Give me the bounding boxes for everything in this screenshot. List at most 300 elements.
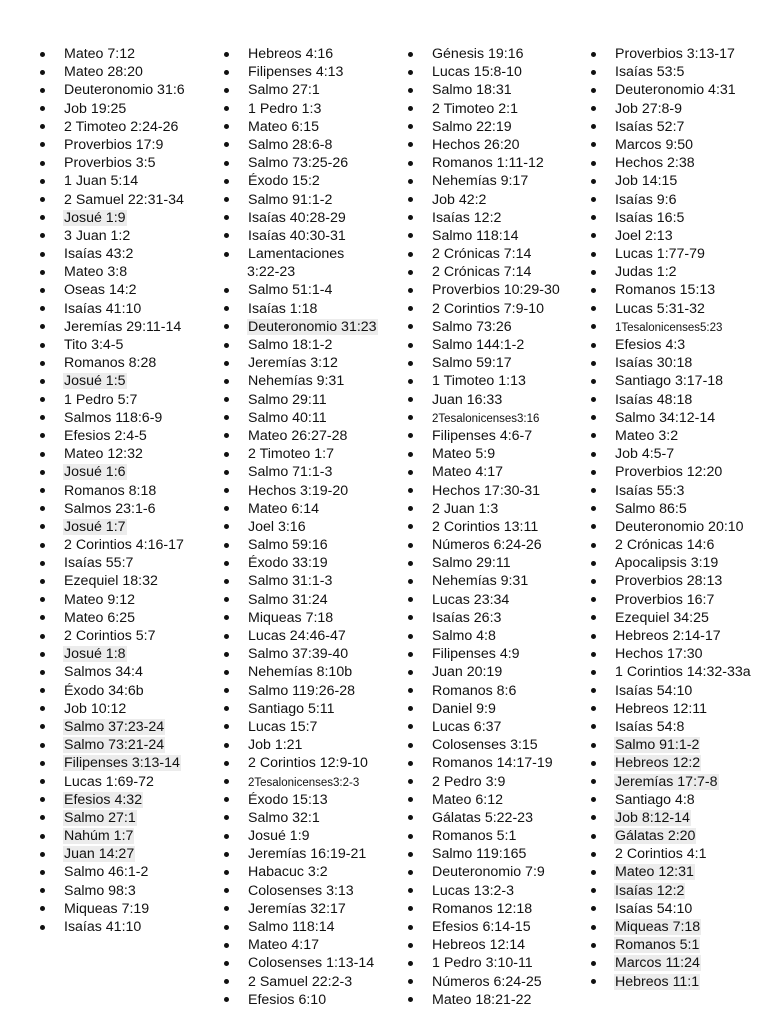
verse-reference-item [406, 791, 561, 809]
verse-reference-item [222, 718, 378, 736]
verse-reference-item [222, 845, 378, 863]
verse-reference-item [38, 609, 186, 627]
verse-reference-item [406, 754, 561, 772]
verse-reference-item [406, 154, 561, 172]
verse-reference-item [38, 554, 186, 572]
verse-reference-text: Filipenses 3:13-14 [64, 755, 180, 772]
verse-reference-item [38, 591, 186, 609]
verse-reference-text: Filipenses 4:13 [248, 64, 344, 81]
verse-reference-text: Juan 14:27 [64, 846, 135, 863]
verse-reference-text: Isaías 30:18 [615, 355, 693, 372]
verse-reference-item [406, 354, 561, 372]
verse-reference-item [406, 700, 561, 718]
verse-reference-item [589, 482, 752, 500]
verse-reference-text: Salmo 46:1-2 [64, 864, 149, 881]
verse-reference-text: Salmo 86:5 [615, 500, 687, 517]
verse-reference-text: Proverbios 28:13 [615, 573, 723, 590]
verse-reference-item [38, 245, 186, 263]
verse-reference-text: 2 Corintios 12:9-10 [248, 755, 368, 772]
verse-reference-text: 3 Juan 1:2 [64, 227, 131, 244]
verse-reference-item [406, 936, 561, 954]
verse-reference-item [406, 445, 561, 463]
verse-reference-item [589, 572, 752, 590]
verse-reference-text: Lucas 6:37 [432, 718, 502, 735]
verse-reference-text: Nahúm 1:7 [64, 828, 134, 845]
verse-reference-item [222, 773, 378, 791]
verse-reference-text: Salmo 29:11 [432, 555, 511, 572]
verse-reference-text: Mateo 12:32 [64, 446, 143, 463]
verse-reference-item [589, 281, 752, 299]
verse-reference-item [406, 718, 561, 736]
verse-reference-item [589, 463, 752, 481]
verse-reference-item [222, 991, 378, 1009]
verse-reference-text: Romanos 8:6 [432, 682, 517, 699]
verse-reference-text: Salmo 144:1-2 [432, 337, 525, 353]
verse-reference-text: Nehemías 9:31 [432, 573, 529, 590]
verse-reference-text: Isaías 40:28-29 [248, 209, 346, 226]
verse-reference-text: Efesios 6:14-15 [432, 919, 531, 935]
verse-reference-item [38, 754, 186, 772]
verse-reference-text: Job 42:2 [432, 191, 487, 208]
verse-reference-text: Daniel 9:9 [432, 700, 496, 717]
verse-reference-item [38, 300, 186, 318]
verse-reference-item [222, 172, 378, 190]
verse-reference-text: Salmos 34:4 [64, 664, 143, 681]
verse-reference-item [222, 609, 378, 627]
verse-reference-item [406, 227, 561, 245]
verse-reference-text: Mateo 3:8 [64, 264, 128, 281]
verse-reference-item [222, 336, 378, 354]
verse-reference-item [589, 700, 752, 718]
verse-reference-text: Salmo 59:17 [432, 355, 512, 372]
verse-reference-text: Números 6:24-25 [432, 973, 542, 990]
verse-reference-item [222, 500, 378, 518]
verse-reference-text: 2 Crónicas 14:6 [615, 537, 715, 554]
verse-reference-item [589, 409, 752, 427]
verse-reference-text: Isaías 54:10 [615, 900, 693, 917]
verse-reference-item [38, 518, 186, 536]
verse-reference-text: Mateo 4:17 [248, 937, 319, 954]
verse-reference-item [38, 227, 186, 245]
verse-reference-text: Salmo 29:11 [248, 391, 327, 408]
verse-reference-text: Hechos 17:30 [615, 646, 703, 663]
verse-reference-text: Mateo 6:12 [432, 791, 503, 808]
verse-reference-item [222, 663, 378, 681]
verse-reference-item [589, 118, 752, 136]
verse-reference-text: Romanos 8:18 [64, 482, 157, 499]
verse-reference-item [589, 827, 752, 845]
verse-reference-text: Josué 1:5 [64, 373, 126, 390]
verse-reference-text: Hebreos 4:16 [248, 46, 334, 62]
verse-reference-text: Romanos 14:17-19 [432, 755, 553, 772]
verse-reference-text: 2 Corintios 13:11 [432, 518, 539, 535]
verse-reference-item [38, 463, 186, 481]
verse-reference-text: Hebreos 2:14-17 [615, 628, 721, 644]
verse-reference-text: Salmo 119:26-28 [248, 682, 356, 699]
verse-reference-item [589, 427, 752, 445]
verse-reference-text: 2 Crónicas 7:14 [432, 246, 532, 263]
verse-reference-item [38, 863, 186, 881]
verse-reference-text: Isaías 9:6 [615, 191, 677, 208]
verse-reference-text: Salmo 27:1 [64, 809, 136, 826]
verse-reference-text: Lucas 13:2-3 [432, 882, 515, 899]
verse-reference-text: Salmo 71:1-3 [248, 464, 333, 481]
verse-reference-item [222, 863, 378, 881]
verse-reference-text: Isaías 16:5 [615, 209, 685, 226]
verse-reference-text: Juan 20:19 [432, 664, 503, 681]
verse-reference-item [222, 954, 378, 972]
verse-reference-text: Isaías 54:10 [615, 682, 693, 699]
verse-reference-item [38, 281, 186, 299]
verse-reference-item [222, 572, 378, 590]
verse-reference-item [589, 154, 752, 172]
verse-reference-text: Romanos 15:13 [615, 282, 716, 299]
verse-reference-item [222, 45, 378, 63]
verse-reference-item [406, 318, 561, 336]
verse-reference-item [222, 227, 378, 245]
verse-reference-item [406, 209, 561, 227]
verse-reference-text: Isaías 55:3 [615, 482, 685, 499]
verse-reference-item [222, 518, 378, 536]
verse-reference-item [406, 536, 561, 554]
verse-reference-text: Romanos 8:28 [64, 355, 157, 372]
verse-reference-text: Lucas 5:31-32 [615, 300, 705, 317]
verse-reference-item [222, 245, 367, 281]
verse-reference-item [38, 809, 186, 827]
verse-reference-item [589, 518, 752, 536]
verse-reference-item [589, 773, 752, 791]
verse-reference-text: 1 Corintios 14:32-33a [615, 664, 751, 681]
verse-reference-text: Habacuc 3:2 [248, 864, 328, 881]
verse-reference-item [406, 427, 561, 445]
verse-reference-item [406, 100, 561, 118]
verse-reference-item [38, 263, 186, 281]
verse-reference-text: Juan 16:33 [432, 391, 503, 408]
verse-reference-item [589, 209, 752, 227]
verse-reference-item [222, 463, 378, 481]
verse-reference-text: Lucas 24:46-47 [248, 628, 346, 645]
verse-list-column-2 [222, 45, 378, 1009]
verse-reference-item [222, 445, 378, 463]
verse-reference-item [406, 136, 561, 154]
verse-reference-text: Miqueas 7:19 [64, 900, 150, 917]
verse-reference-item [222, 736, 378, 754]
verse-reference-text: Mateo 9:12 [64, 591, 135, 608]
verse-reference-text: 2Tesalonicenses3:16 [432, 412, 540, 425]
verse-reference-item [406, 973, 561, 991]
verse-reference-item [38, 154, 186, 172]
verse-reference-item [589, 736, 752, 754]
verse-reference-text: Efesios 6:10 [248, 991, 327, 1008]
verse-reference-item [406, 809, 561, 827]
verse-reference-item [222, 191, 378, 209]
verse-reference-item [222, 882, 378, 900]
verse-reference-item [222, 809, 378, 827]
verse-reference-text: 2 Corintios 4:16-17 [64, 537, 184, 554]
verse-reference-item [406, 245, 561, 263]
verse-reference-item [589, 536, 752, 554]
verse-reference-item [589, 391, 752, 409]
verse-reference-item [589, 791, 752, 809]
verse-reference-text: Mateo 4:17 [432, 464, 503, 481]
verse-reference-item [589, 554, 752, 572]
verse-reference-text: Job 8:12-14 [615, 809, 690, 826]
verse-reference-item [38, 136, 186, 154]
verse-reference-item [38, 45, 186, 63]
verse-reference-item [38, 572, 186, 590]
verse-reference-item [406, 518, 561, 536]
verse-reference-text: Hebreos 12:2 [615, 755, 701, 772]
verse-reference-item [38, 445, 186, 463]
verse-reference-text: Salmo 18:31 [432, 82, 512, 99]
verse-reference-item [406, 391, 561, 409]
verse-list-column-3 [406, 45, 561, 1009]
verse-reference-text: Lucas 15:7 [248, 718, 318, 735]
verse-reference-item [222, 81, 378, 99]
verse-reference-text: Salmo 37:39-40 [248, 646, 349, 663]
verse-reference-item [589, 191, 752, 209]
verse-reference-item [38, 81, 186, 99]
verse-reference-text: Ezequiel 18:32 [64, 573, 158, 590]
verse-reference-item [222, 682, 378, 700]
verse-reference-text: Salmo 119:165 [432, 846, 527, 863]
verse-reference-text: 2 Corintios 4:1 [615, 846, 707, 863]
verse-reference-item [38, 845, 186, 863]
verse-reference-text: Salmo 31:1-3 [248, 573, 333, 590]
verse-reference-item [589, 954, 752, 972]
verse-reference-item [589, 900, 752, 918]
verse-reference-item [222, 100, 378, 118]
verse-reference-item [589, 645, 752, 663]
verse-reference-item [406, 191, 561, 209]
verse-reference-text: Judas 1:2 [615, 264, 677, 281]
verse-reference-text: Nehemías 9:17 [432, 173, 529, 190]
verse-reference-text: Isaías 41:10 [64, 919, 142, 935]
verse-reference-text: Proverbios 12:20 [615, 464, 723, 481]
verse-reference-item [589, 500, 752, 518]
verse-reference-item [406, 45, 561, 63]
verse-reference-item [222, 281, 378, 299]
verse-reference-item [38, 172, 186, 190]
verse-reference-item [589, 318, 752, 336]
verse-reference-item [589, 63, 752, 81]
verse-reference-item [406, 954, 561, 972]
verse-reference-text: 2 Corintios 5:7 [64, 628, 156, 644]
verse-reference-item [589, 591, 752, 609]
verse-reference-text: Lucas 1:69-72 [64, 773, 154, 790]
verse-reference-text: Filipenses 4:9 [432, 646, 520, 663]
verse-reference-text: Lucas 15:8-10 [432, 64, 522, 81]
verse-reference-text: Deuteronomio 20:10 [615, 518, 744, 535]
verse-reference-item [38, 682, 186, 700]
verse-reference-text: Job 10:12 [64, 700, 127, 717]
verse-reference-item [38, 372, 186, 390]
verse-reference-text: Josué 1:9 [248, 828, 310, 845]
verse-reference-text: Deuteronomio 31:6 [64, 82, 185, 99]
verse-reference-text: Génesis 19:16 [432, 46, 524, 62]
verse-reference-item [38, 118, 186, 136]
verse-reference-item [38, 318, 186, 336]
verse-reference-text: 2 Pedro 3:9 [432, 773, 506, 790]
verse-reference-item [222, 409, 378, 427]
verse-reference-item [406, 591, 561, 609]
verse-reference-text: Isaías 1:18 [248, 300, 318, 317]
verse-reference-text: Job 14:15 [615, 173, 678, 190]
verse-reference-text: Isaías 48:18 [615, 391, 693, 408]
verse-reference-item [38, 409, 186, 427]
verse-reference-text: Proverbios 3:13-17 [615, 46, 735, 62]
verse-reference-text: Éxodo 33:19 [248, 555, 328, 572]
verse-reference-text: Joel 3:16 [248, 518, 306, 535]
verse-reference-text: Oseas 14:2 [64, 282, 137, 299]
verse-reference-item [589, 754, 752, 772]
verse-reference-item [222, 482, 378, 500]
verse-reference-item [38, 918, 186, 936]
verse-reference-item [589, 136, 752, 154]
verse-reference-item [589, 100, 752, 118]
verse-list-column-1 [38, 45, 186, 936]
verse-reference-item [589, 627, 752, 645]
verse-reference-text: Jeremías 32:17 [248, 900, 346, 917]
verse-reference-item [589, 809, 752, 827]
verse-reference-text: Salmo 91:1-2 [615, 737, 700, 754]
verse-reference-item [589, 445, 752, 463]
verse-reference-item [589, 172, 752, 190]
verse-reference-item [38, 536, 186, 554]
verse-reference-text: Mateo 6:15 [248, 118, 319, 135]
verse-reference-text: Mateo 6:14 [248, 500, 319, 517]
verse-reference-item [406, 572, 561, 590]
verse-reference-text: Colosenses 3:15 [432, 737, 538, 754]
verse-reference-item [406, 663, 561, 681]
verse-reference-text: 2 Timoteo 2:1 [432, 100, 518, 117]
verse-reference-item [589, 227, 752, 245]
verse-reference-item [222, 827, 378, 845]
verse-reference-item [589, 936, 752, 954]
verse-reference-text: Salmo 18:1-2 [248, 337, 333, 354]
verse-reference-text: Hechos 26:20 [432, 136, 520, 153]
verse-reference-item [589, 973, 752, 991]
verse-reference-text: Isaías 41:10 [64, 300, 142, 317]
verse-reference-item [222, 154, 378, 172]
verse-reference-text: Salmo 31:24 [248, 591, 328, 608]
verse-reference-item [222, 900, 378, 918]
verse-reference-text: Salmo 98:3 [64, 882, 136, 899]
verse-reference-text: Colosenses 1:13-14 [248, 955, 375, 972]
verse-reference-item [589, 918, 752, 936]
verse-reference-item [406, 372, 561, 390]
verse-reference-text: Santiago 4:8 [615, 791, 695, 808]
verse-reference-item [38, 391, 186, 409]
verse-reference-text: Marcos 9:50 [615, 136, 694, 153]
verse-reference-text: Isaías 53:5 [615, 64, 685, 81]
verse-reference-item [589, 718, 752, 736]
verse-reference-item [406, 463, 561, 481]
verse-reference-item [222, 591, 378, 609]
verse-reference-text: Mateo 26:27-28 [248, 427, 348, 444]
verse-reference-text: Lucas 23:34 [432, 591, 510, 608]
verse-reference-item [38, 791, 186, 809]
verse-reference-item [589, 609, 752, 627]
verse-reference-text: Nehemías 8:10b [248, 664, 353, 681]
verse-reference-text: Hebreos 12:11 [615, 700, 708, 717]
verse-reference-item [589, 372, 752, 390]
verse-reference-text: Romanos 5:1 [615, 937, 700, 954]
verse-reference-text: Mateo 3:2 [615, 427, 679, 444]
verse-reference-text: Jeremías 29:11-14 [64, 318, 182, 335]
verse-reference-text: Apocalipsis 3:19 [615, 555, 719, 572]
verse-reference-text: 2 Samuel 22:2-3 [248, 973, 353, 990]
verse-reference-text: Mateo 28:20 [64, 64, 143, 81]
verse-reference-text: 2 Samuel 22:31-34 [64, 191, 184, 208]
verse-reference-item [406, 627, 561, 645]
verse-reference-text: Salmo 32:1 [248, 809, 320, 826]
verse-reference-item [406, 682, 561, 700]
verse-reference-text: Salmo 73:21-24 [64, 737, 165, 754]
verse-reference-text: Salmos 23:1-6 [64, 500, 156, 517]
verse-reference-text: Isaías 55:7 [64, 555, 134, 572]
verse-reference-text: Joel 2:13 [615, 227, 673, 244]
verse-reference-text: Hebreos 11:1 [615, 973, 700, 990]
verse-reference-item [589, 45, 752, 63]
verse-reference-text: Hebreos 12:14 [432, 937, 526, 954]
verse-reference-text: Isaías 52:7 [615, 118, 685, 135]
verse-reference-item [38, 209, 186, 227]
verse-reference-text: 2 Timoteo 1:7 [248, 446, 334, 463]
verse-reference-text: 1Tesalonicenses5:23 [615, 321, 723, 334]
verse-reference-text: 1 Pedro 5:7 [64, 391, 138, 408]
verse-reference-text: Marcos 11:24 [615, 955, 700, 972]
verse-reference-item [406, 554, 561, 572]
verse-reference-item [589, 845, 752, 863]
verse-reference-text: Jeremías 3:12 [248, 355, 338, 372]
verse-reference-text: Isaías 43:2 [64, 246, 134, 263]
verse-reference-text: Santiago 3:17-18 [615, 373, 724, 390]
verse-reference-text: 1 Pedro 1:3 [248, 100, 322, 117]
verse-reference-text: Filipenses 4:6-7 [432, 427, 533, 444]
verse-reference-text: Colosenses 3:13 [248, 882, 354, 899]
verse-reference-item [406, 409, 561, 427]
verse-reference-text: Josué 1:9 [64, 209, 126, 226]
verse-reference-text: Efesios 4:3 [615, 337, 686, 353]
verse-reference-item [406, 773, 561, 791]
verse-reference-text: Salmo 22:19 [432, 118, 512, 135]
verse-reference-item [222, 700, 378, 718]
verse-reference-text: Deuteronomio 4:31 [615, 82, 736, 99]
verse-reference-text: Job 19:25 [64, 100, 127, 117]
verse-reference-item [222, 536, 378, 554]
verse-reference-item [406, 863, 561, 881]
verse-reference-text: Jeremías 17:7-8 [615, 773, 718, 790]
verse-reference-item [406, 845, 561, 863]
verse-reference-text: Ezequiel 34:25 [615, 609, 709, 626]
verse-reference-item [38, 900, 186, 918]
verse-reference-text: 2Tesalonicenses3:2-3 [248, 776, 360, 789]
verse-reference-item [589, 882, 752, 900]
verse-reference-item [38, 700, 186, 718]
verse-reference-item [406, 172, 561, 190]
verse-reference-text: Gálatas 2:20 [615, 828, 696, 845]
verse-reference-text: Nehemías 9:31 [248, 373, 345, 390]
verse-reference-item [222, 136, 378, 154]
verse-reference-text: Salmo 37:23-24 [64, 718, 165, 735]
verse-reference-text: Efesios 4:32 [64, 791, 143, 808]
verse-reference-text: Isaías 12:2 [432, 209, 502, 226]
verse-reference-text: Mateo 18:21-22 [432, 991, 532, 1008]
verse-reference-text: 2 Crónicas 7:14 [432, 264, 532, 281]
verse-reference-text: 2 Timoteo 2:24-26 [64, 118, 179, 135]
verse-reference-item [222, 118, 378, 136]
